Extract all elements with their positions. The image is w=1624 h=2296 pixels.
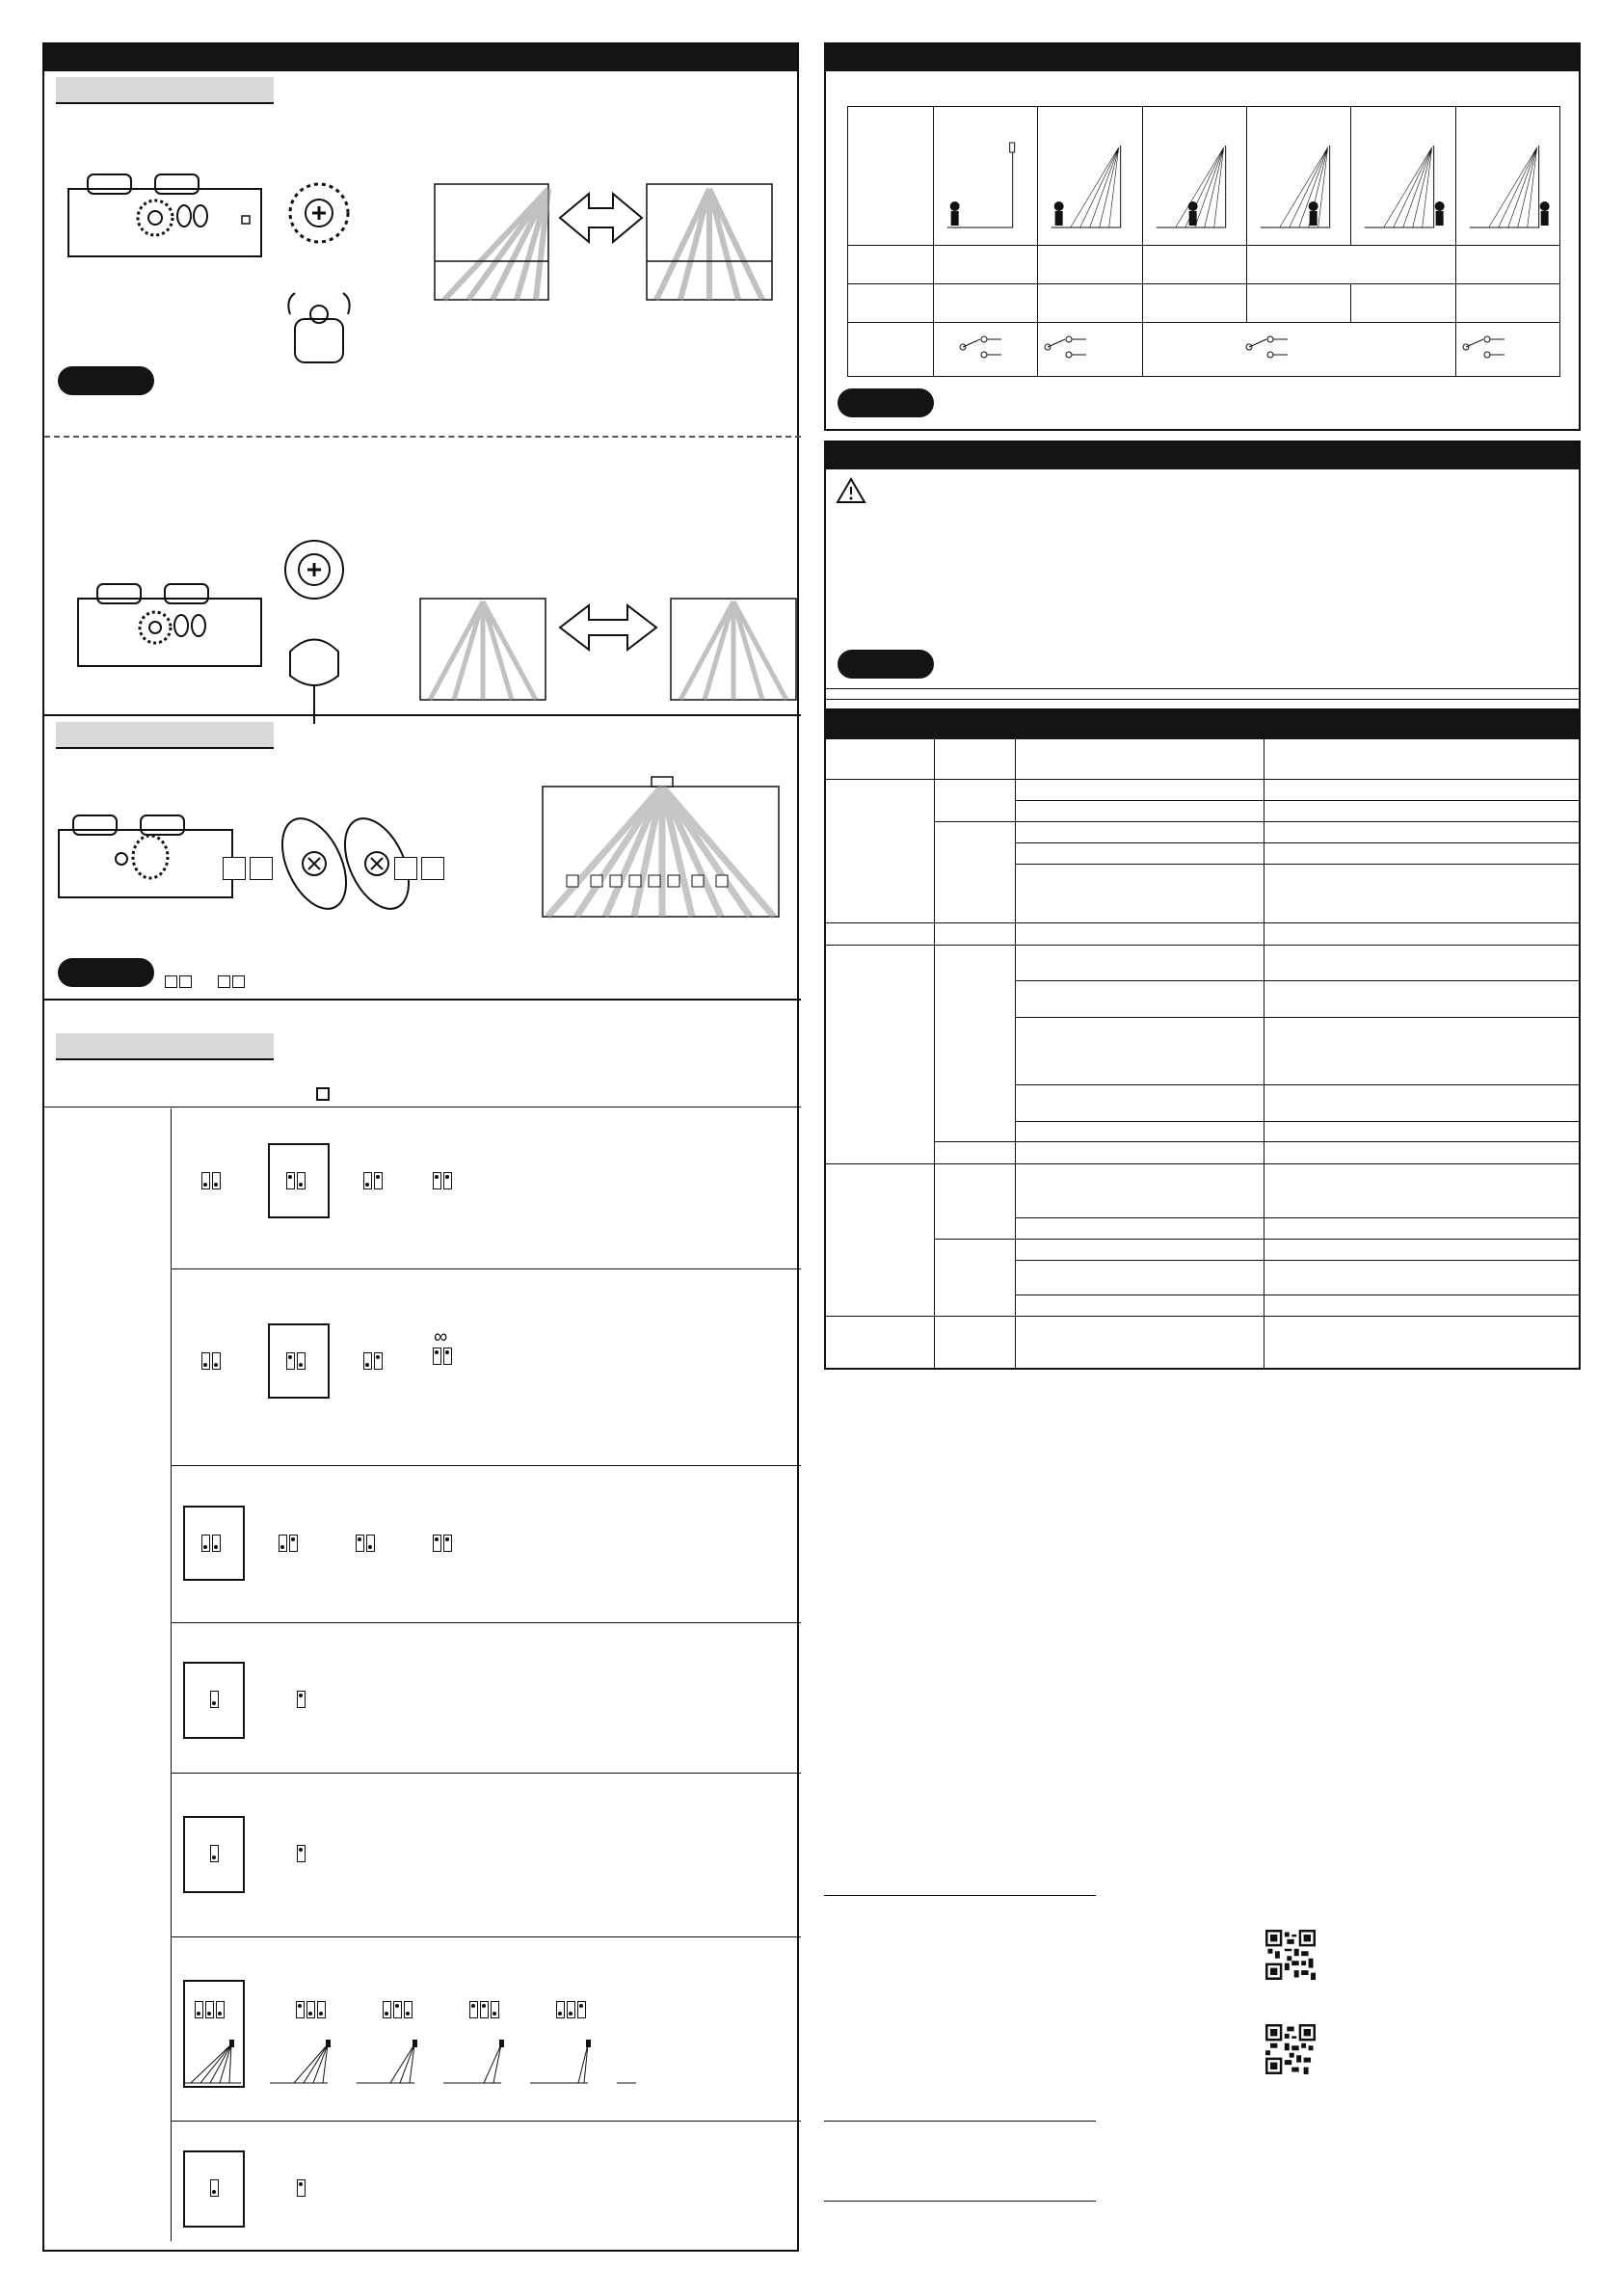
right-header-bar-3 xyxy=(826,712,1579,739)
table-row-rule xyxy=(1015,800,1579,801)
table-row-rule xyxy=(1015,1084,1579,1085)
dip-switch-option xyxy=(296,1845,306,1862)
dip-switch-option xyxy=(355,1535,376,1552)
table-cell xyxy=(1246,246,1455,284)
right-panel-caution xyxy=(824,441,1581,710)
table-cell xyxy=(848,323,934,377)
dip-switch-option xyxy=(200,1535,222,1552)
table-cell xyxy=(1038,284,1142,323)
sensor-device-illustration-2 xyxy=(73,570,285,676)
section-divider-dashed xyxy=(44,436,801,438)
warning-triangle-icon xyxy=(836,477,866,504)
state-diagram-cell xyxy=(934,107,1038,246)
option-square xyxy=(394,857,417,880)
option-square xyxy=(250,857,273,880)
table-column-rule xyxy=(1264,739,1265,1368)
table-cell xyxy=(934,246,1038,284)
state-diagram-cell xyxy=(1038,107,1142,246)
beam-angle-icons xyxy=(183,2040,646,2088)
table-row-rule xyxy=(1015,821,1579,822)
relay-contact-cell xyxy=(1038,323,1142,377)
qr-code-icon xyxy=(1265,2024,1316,2074)
dip-switch-option xyxy=(285,1352,306,1370)
table-cell xyxy=(1038,246,1142,284)
table-row-rule xyxy=(171,2121,801,2122)
dip-switch-option xyxy=(362,1172,384,1189)
table-row-rule xyxy=(1015,980,1579,981)
dip-switch-option xyxy=(555,2001,587,2018)
section-divider-2 xyxy=(44,999,801,1001)
footer-rule xyxy=(824,2201,1096,2202)
table-row-rule xyxy=(1015,842,1579,843)
detection-pattern-diagram-1 xyxy=(430,179,815,314)
right-panel-detection-states xyxy=(824,42,1581,431)
table-column-rule xyxy=(1015,739,1016,1368)
dip-switch-option xyxy=(295,2001,327,2018)
state-diagram-cell xyxy=(1246,107,1350,246)
table-row-rule xyxy=(934,1239,1579,1240)
note-badge-2 xyxy=(58,958,154,987)
state-diagram-cell xyxy=(1142,107,1246,246)
table-row-rule xyxy=(826,922,1579,923)
note-square xyxy=(179,975,192,988)
footer-rule xyxy=(824,1895,1096,1896)
dip-switch-option xyxy=(278,1535,299,1552)
section-1-subheading xyxy=(56,77,274,104)
table-row-rule xyxy=(171,1622,801,1623)
table-cell xyxy=(1142,284,1246,323)
legend-square xyxy=(316,1087,330,1101)
note-square xyxy=(165,975,177,988)
table-top-rule xyxy=(44,1107,801,1108)
right-panel-spec-table xyxy=(824,710,1581,1370)
detection-area-diagram xyxy=(538,738,788,921)
table-row-rule xyxy=(1015,1017,1579,1018)
table-row-rule xyxy=(1015,1121,1579,1122)
screw-adjuster-icon xyxy=(271,531,358,734)
relay-contact-cell xyxy=(1142,323,1455,377)
footer-rule xyxy=(824,2121,1096,2122)
right-header-bar-1 xyxy=(826,44,1579,71)
table-cell xyxy=(848,107,934,246)
dial-knob-icon xyxy=(276,170,362,391)
note-square xyxy=(232,975,245,988)
table-row-rule xyxy=(171,1268,801,1269)
option-square xyxy=(223,857,246,880)
section-2-subheading xyxy=(56,722,274,749)
dip-switch-option xyxy=(209,1691,220,1708)
dip-switch-option xyxy=(296,2179,306,2197)
sensor-device-illustration-1 xyxy=(64,160,276,266)
dip-switch-option xyxy=(432,1348,453,1365)
dip-switch-option xyxy=(432,1535,453,1552)
section-divider-1 xyxy=(44,714,801,716)
dip-switch-option xyxy=(209,2179,220,2197)
note-badge-3 xyxy=(838,388,934,417)
table-row-rule xyxy=(171,1465,801,1466)
detection-state-table xyxy=(847,106,1560,377)
dip-switch-option xyxy=(285,1172,306,1189)
table-cell xyxy=(848,284,934,323)
state-diagram-cell xyxy=(1351,107,1455,246)
table-row-rule xyxy=(934,821,1015,822)
dip-switch-option xyxy=(209,1845,220,1862)
dip-switch-option xyxy=(194,2001,226,2018)
state-diagram-cell xyxy=(1455,107,1559,246)
qr-code-icon xyxy=(1265,1930,1316,1980)
right-header-bar-2 xyxy=(826,442,1579,469)
caution-rule xyxy=(826,688,1579,689)
table-cell xyxy=(1246,284,1350,323)
relay-contact-cell xyxy=(1455,323,1559,377)
table-row-rule xyxy=(1015,864,1579,865)
detection-pattern-diagram-2 xyxy=(415,594,820,709)
table-row-rule xyxy=(826,1316,1579,1317)
dip-switch-option xyxy=(362,1352,384,1370)
infinity-symbol: ∞ xyxy=(434,1326,448,1348)
table-row-rule xyxy=(826,1163,1579,1164)
section-3-subheading xyxy=(56,1033,274,1060)
table-cell xyxy=(848,246,934,284)
dip-switch-option xyxy=(468,2001,500,2018)
table-cell xyxy=(1351,284,1455,323)
table-row-rule xyxy=(826,779,1579,780)
note-square xyxy=(218,975,230,988)
dip-switch-option xyxy=(382,2001,413,2018)
relay-contact-cell xyxy=(934,323,1038,377)
table-row-rule xyxy=(934,1141,1579,1142)
option-square xyxy=(421,857,444,880)
table-cell xyxy=(1455,284,1559,323)
note-badge-1 xyxy=(58,366,154,395)
table-row-rule xyxy=(171,1936,801,1937)
dip-switch-option xyxy=(296,1691,306,1708)
dip-switch-option xyxy=(200,1352,222,1370)
table-cell xyxy=(1142,246,1246,284)
left-header-bar xyxy=(44,44,797,71)
sensor-device-illustration-3 xyxy=(54,801,247,907)
table-column-rule xyxy=(171,1108,172,2241)
table-row-rule xyxy=(1015,1217,1579,1218)
table-row-rule xyxy=(171,1773,801,1774)
table-row-rule xyxy=(826,945,1579,946)
table-cell xyxy=(934,284,1038,323)
note-badge-4 xyxy=(838,650,934,679)
dip-switch-option xyxy=(200,1172,222,1189)
left-column-panel xyxy=(42,42,799,2252)
caution-rule xyxy=(826,699,1579,700)
table-row-rule xyxy=(1015,1260,1579,1261)
table-column-rule xyxy=(934,739,935,1368)
table-cell xyxy=(1455,246,1559,284)
dip-switch-option xyxy=(432,1172,453,1189)
